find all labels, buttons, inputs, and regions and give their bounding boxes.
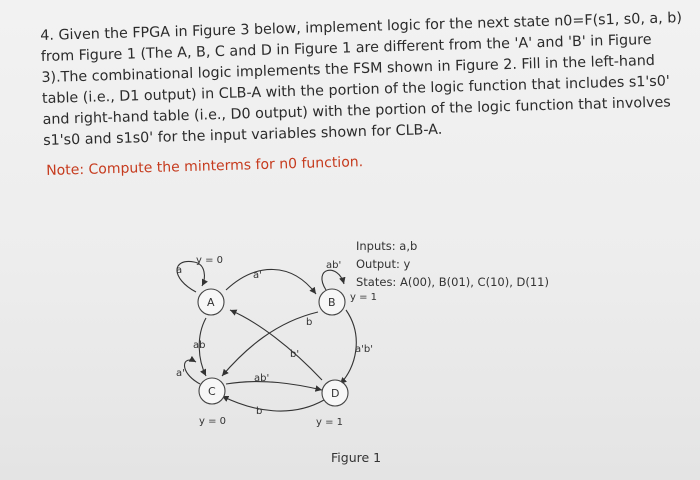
label-d-to-c: b — [256, 406, 263, 417]
edge-d-to-c — [222, 396, 324, 411]
edge-b-to-c — [222, 312, 318, 376]
label-a-self: a — [176, 265, 183, 276]
legend-output: Output: y — [356, 257, 411, 271]
state-d-output: y = 1 — [316, 417, 344, 428]
label-b-self: ab' — [326, 260, 342, 271]
legend-states: States: A(00), B(01), C(10), D(11) — [356, 275, 549, 289]
state-b-label: B — [328, 296, 336, 309]
edge-c-self — [185, 360, 201, 384]
state-d — [322, 380, 348, 406]
label-b-to-c: b — [306, 317, 313, 328]
state-a-label: A — [207, 296, 215, 309]
label-a-to-c: ab — [193, 340, 206, 351]
figure-caption: Figure 1 — [331, 450, 382, 465]
question-text: 4. Given the FPGA in Figure 3 below, implement logic for the next state n0=F(s1, s0, a, b) from Figure 1 (The A, B, C and D in Figure 1 are different from the 'A' and 'B' in Figure 3).The combinational logic implements the FSM shown in Figure 2. Fill in the left-hand table (i.e., D1 output) in CLB-A with the portion of the logic function that includes s1's0' and right-hand table (i.e., D0 output) with the portion of the logic function that involves s1's0 and s1s0' for the input variables shown for CLB-A. — [40, 10, 683, 149]
state-c-output: y = 0 — [199, 416, 227, 427]
edge-b-self — [322, 270, 344, 290]
legend-inputs: Inputs: a,b — [356, 239, 418, 253]
label-c-to-d: ab' — [254, 373, 270, 384]
state-a-output: y = 0 — [196, 255, 224, 266]
state-c-label: C — [208, 385, 216, 398]
note-text: Note: Compute the minterms for n0 function. — [46, 154, 364, 179]
edge-c-to-d — [226, 382, 322, 390]
state-a — [198, 289, 224, 315]
state-b-output: y = 1 — [350, 292, 378, 303]
label-a-to-b: a' — [253, 270, 262, 281]
label-b-to-d: a'b' — [355, 344, 373, 355]
state-d-label: D — [331, 387, 340, 400]
state-c — [199, 378, 225, 404]
edge-b-to-d — [340, 310, 356, 384]
state-b — [319, 289, 345, 315]
edge-a-to-b — [226, 269, 316, 294]
label-d-to-a: b' — [290, 349, 300, 360]
label-c-self: a' — [176, 368, 185, 379]
